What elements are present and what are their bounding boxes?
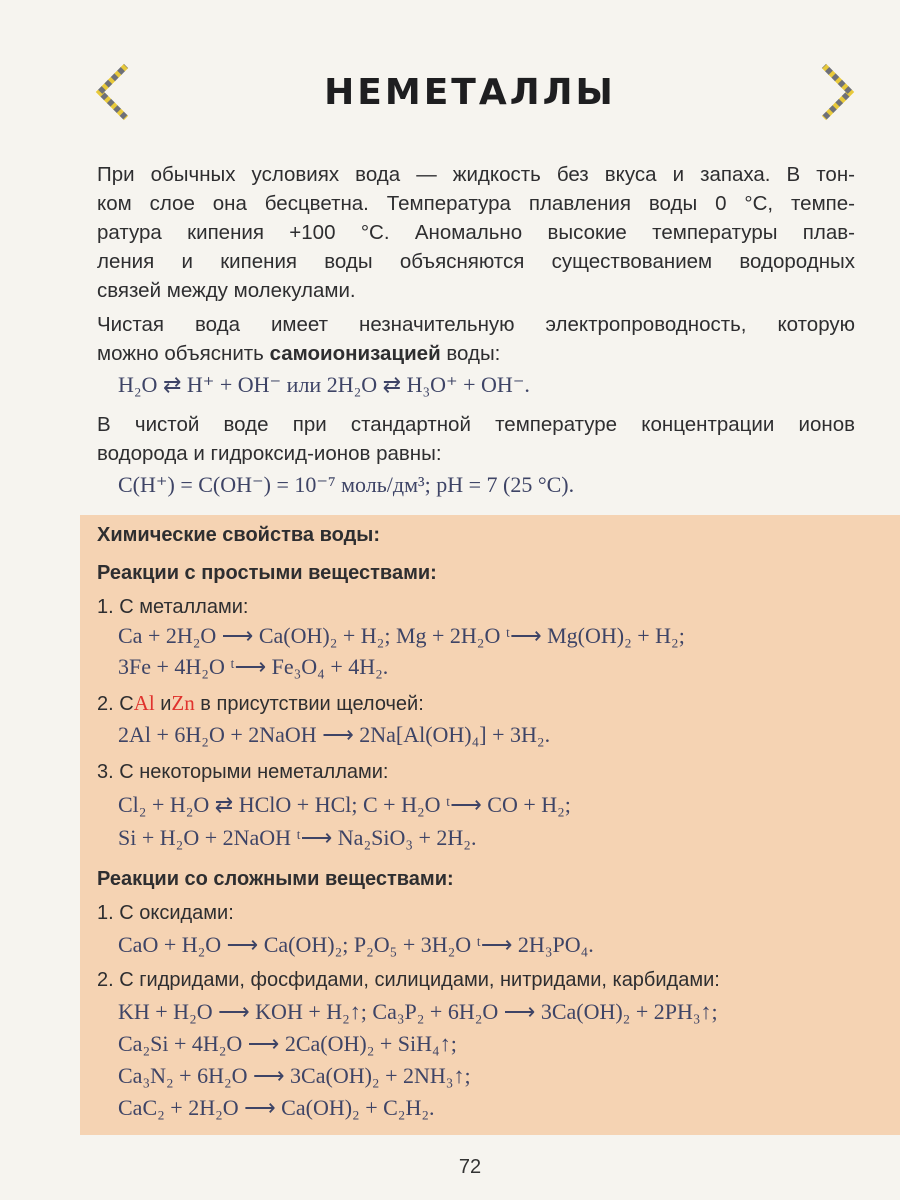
element-zn: Zn xyxy=(171,691,195,715)
formula-self-ionization: H₂O ⇄ H⁺ + OH⁻ или 2H₂O ⇄ H₃O⁺ + OH⁻. xyxy=(118,372,530,397)
formula: Si + H₂O + 2NaOH ᵗ⟶ Na₂SiO₃ + 2H₂. xyxy=(118,825,477,850)
subsection-label: 3. С некоторыми неметаллами: xyxy=(97,761,389,783)
paragraph-line: ления и кипения воды объясняются существованием водородных xyxy=(97,250,855,273)
paragraph-line: водорода и гидроксид-ионов равны: xyxy=(97,442,442,465)
text: можно объяснить xyxy=(97,342,270,365)
text: в присутствии щелочей: xyxy=(194,693,424,715)
formula: 2Al + 6H₂O + 2NaOH ⟶ 2Na[Al(OH)₄] + 3H₂. xyxy=(118,722,551,747)
text: и xyxy=(154,693,172,715)
element-al: Al xyxy=(133,691,155,715)
formula: 3Fe + 4H₂O ᵗ⟶ Fe₃O₄ + 4H₂. xyxy=(118,654,389,679)
paragraph-line: ратура кипения +100 °С. Аномально высокие температуры плав- xyxy=(97,221,855,244)
subsection-label: 1. С металлами: xyxy=(97,596,249,618)
paragraph-line xyxy=(97,339,855,368)
paragraph-line: ком слое она бесцветна. Температура плавления воды 0 °С, темпе- xyxy=(97,192,855,215)
formula: CaO + H₂O ⟶ Ca(OH)₂; P₂O₅ + 3H₂O ᵗ⟶ 2H₃PO₄. xyxy=(118,932,594,957)
text: 2. С xyxy=(97,693,134,715)
text: воды: xyxy=(440,342,501,365)
paragraph-line: В чистой воде при стандартной температуре концентрации ионов xyxy=(97,413,855,436)
paragraph-line: связей между молекулами. xyxy=(97,279,356,302)
subsection-label: 2. С гидридами, фосфидами, силицидами, нитридами, карбидами: xyxy=(97,969,720,991)
formula: Cl₂ + H₂O ⇄ HClO + HCl; C + H₂O ᵗ⟶ CO + H₂; xyxy=(118,792,571,817)
subsection-label: 1. С оксидами: xyxy=(97,902,234,924)
section-heading: Реакции с простыми веществами: xyxy=(97,562,437,584)
section-heading: Реакции со сложными веществами: xyxy=(97,868,454,890)
page-title: НЕМЕТАЛЛЫ xyxy=(324,72,616,113)
formula: KH + H₂O ⟶ KOH + H₂↑; Ca₃P₂ + 6H₂O ⟶ 3Ca(OH)₂ + 2PH₃↑; xyxy=(118,999,718,1024)
paragraph-line: Чистая вода имеет незначительную электропроводность, которую xyxy=(97,313,855,336)
formula-concentration: C(H⁺) = C(OH⁻) = 10⁻⁷ моль/дм³; pH = 7 (25 °C). xyxy=(118,472,575,497)
formula: Ca₃N₂ + 6H₂O ⟶ 3Ca(OH)₂ + 2NH₃↑; xyxy=(118,1063,471,1088)
formula: Ca + 2H₂O ⟶ Ca(OH)₂ + H₂; Mg + 2H₂O ᵗ⟶ Mg(OH)₂ + H₂; xyxy=(118,623,685,648)
bold-term: самоионизацией xyxy=(269,342,441,365)
box-heading: Химические свойства воды: xyxy=(97,524,381,546)
formula: Ca₂Si + 4H₂O ⟶ 2Ca(OH)₂ + SiH₄↑; xyxy=(118,1031,457,1056)
formula: CaC₂ + 2H₂O ⟶ Ca(OH)₂ + C₂H₂. xyxy=(118,1095,435,1120)
paragraph-line: При обычных условиях вода — жидкость без вкуса и запаха. В тон- xyxy=(97,163,855,186)
subsection-label xyxy=(97,691,424,716)
page-number: 72 xyxy=(458,1156,482,1178)
